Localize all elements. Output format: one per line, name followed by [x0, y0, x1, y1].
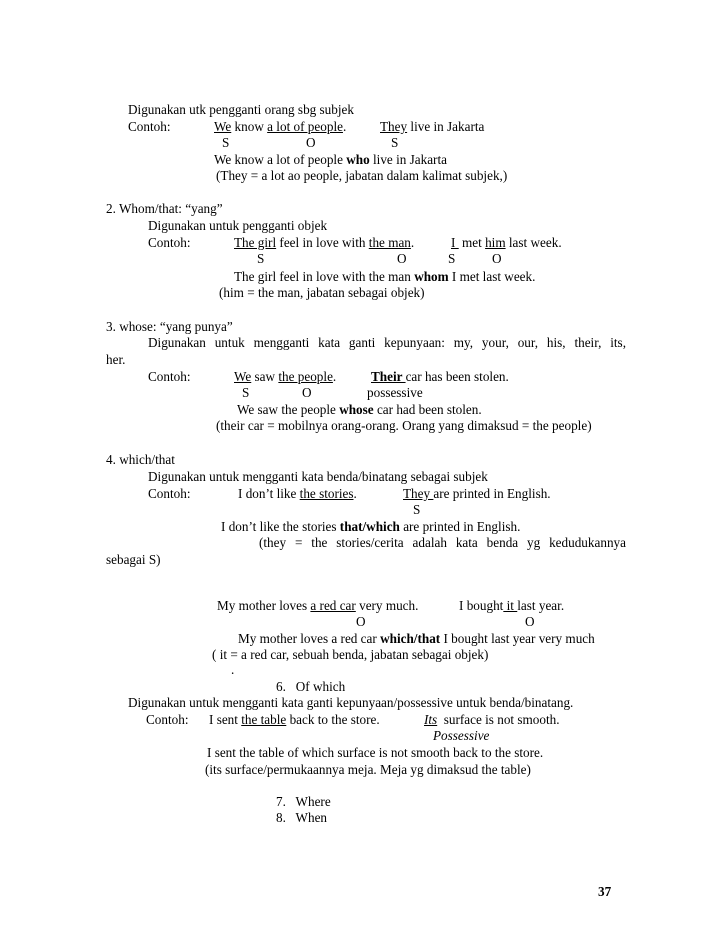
p6-note: (its surface/permukaannya meja. Meja yg dimaksud the table) — [205, 762, 531, 777]
p4-note-line-1: (they = the stories/cerita adalah kata benda yg kedudukannya — [259, 535, 626, 550]
p2-note: (him = the man, jabatan sebagai objek) — [219, 285, 425, 300]
p6-tag-possessive: Possessive — [433, 728, 490, 743]
p1-tag-s1: S — [222, 135, 230, 150]
p3-desc-line-1: Digunakan untuk mengganti kata ganti kepunyaan: my, your, our, his, their, its, — [148, 335, 626, 350]
p2-tag-o2: O — [492, 251, 502, 266]
p6-example-1: I sent the table back to the store. — [209, 712, 380, 727]
p2-tag-o1: O — [397, 251, 407, 266]
p1-example-2: We know a lot of people who live in Jakarta — [214, 152, 447, 167]
page-number: 37 — [598, 884, 612, 899]
p4-tag-o2: O — [525, 614, 535, 629]
p4-example-2: I don’t like the stories that/which are printed in English. — [221, 519, 521, 534]
p1-contoh-label: Contoh: — [128, 119, 171, 134]
p4-example-3: My mother loves a red car very much. — [217, 598, 419, 613]
p4-example-1b: They are printed in English. — [403, 486, 551, 501]
p3-example-1b: Their car has been stolen. — [371, 369, 509, 384]
p4-dot: . — [231, 662, 235, 677]
p1-example-1: We know a lot of people. — [214, 119, 347, 134]
p2-heading: 2. Whom/that: “yang” — [106, 201, 223, 216]
p4-heading: 4. which/that — [106, 452, 175, 467]
list-item-when: 8. When — [276, 810, 328, 825]
p3-note: (their car = mobilnya orang-orang. Orang yang dimaksud = the people) — [216, 418, 592, 433]
p3-heading: 3. whose: “yang punya” — [106, 319, 233, 334]
p2-example-1: The girl feel in love with the man. — [234, 235, 415, 250]
p3-tag-s1: S — [242, 385, 250, 400]
p6-example-1b: Its surface is not smooth. — [424, 712, 560, 727]
p3-example-1: We saw the people. — [234, 369, 337, 384]
p4-note-3: ( it = a red car, sebuah benda, jabatan sebagai objek) — [212, 647, 489, 662]
p6-heading: 6. Of which — [276, 679, 346, 694]
p4-example-1: I don’t like the stories. — [238, 486, 357, 501]
p1-desc: Digunakan utk pengganti orang sbg subjek — [128, 102, 354, 117]
list-item-where: 7. Where — [276, 794, 331, 809]
p1-tag-o1: O — [306, 135, 316, 150]
p2-tag-s2: S — [448, 251, 456, 266]
p2-example-2: The girl feel in love with the man whom I met last week. — [234, 269, 536, 284]
p1-tag-s2: S — [391, 135, 399, 150]
p2-contoh-label: Contoh: — [148, 235, 191, 250]
p4-example-3b: I bought it last year. — [459, 598, 565, 613]
p2-tag-s1: S — [257, 251, 265, 266]
p3-tag-possessive: possessive — [367, 385, 423, 400]
p3-tag-o1: O — [302, 385, 312, 400]
p1-note: (They = a lot ao people, jabatan dalam kalimat subjek,) — [216, 168, 508, 183]
p4-example-4: My mother loves a red car which/that I bought last year very much — [238, 631, 595, 646]
p3-desc-line-2: her. — [106, 352, 126, 367]
p6-example-2: I sent the table of which surface is not smooth back to the store. — [207, 745, 544, 760]
p4-note-line-2: sebagai S) — [106, 552, 161, 567]
p3-contoh-label: Contoh: — [148, 369, 191, 384]
p2-desc: Digunakan untuk pengganti objek — [148, 218, 328, 233]
p6-desc: Digunakan untuk mengganti kata ganti kepunyaan/possessive untuk benda/binatang. — [128, 695, 574, 710]
p4-tag-s1: S — [413, 502, 421, 517]
p3-example-2: We saw the people whose car had been stolen. — [237, 402, 482, 417]
p4-contoh-label: Contoh: — [148, 486, 191, 501]
p6-contoh-label: Contoh: — [146, 712, 189, 727]
p1-example-1b: They live in Jakarta — [380, 119, 485, 134]
p2-example-1b: I met him last week. — [451, 235, 562, 250]
p4-tag-o1: O — [356, 614, 366, 629]
p4-desc: Digunakan untuk mengganti kata benda/binatang sebagai subjek — [148, 469, 488, 484]
